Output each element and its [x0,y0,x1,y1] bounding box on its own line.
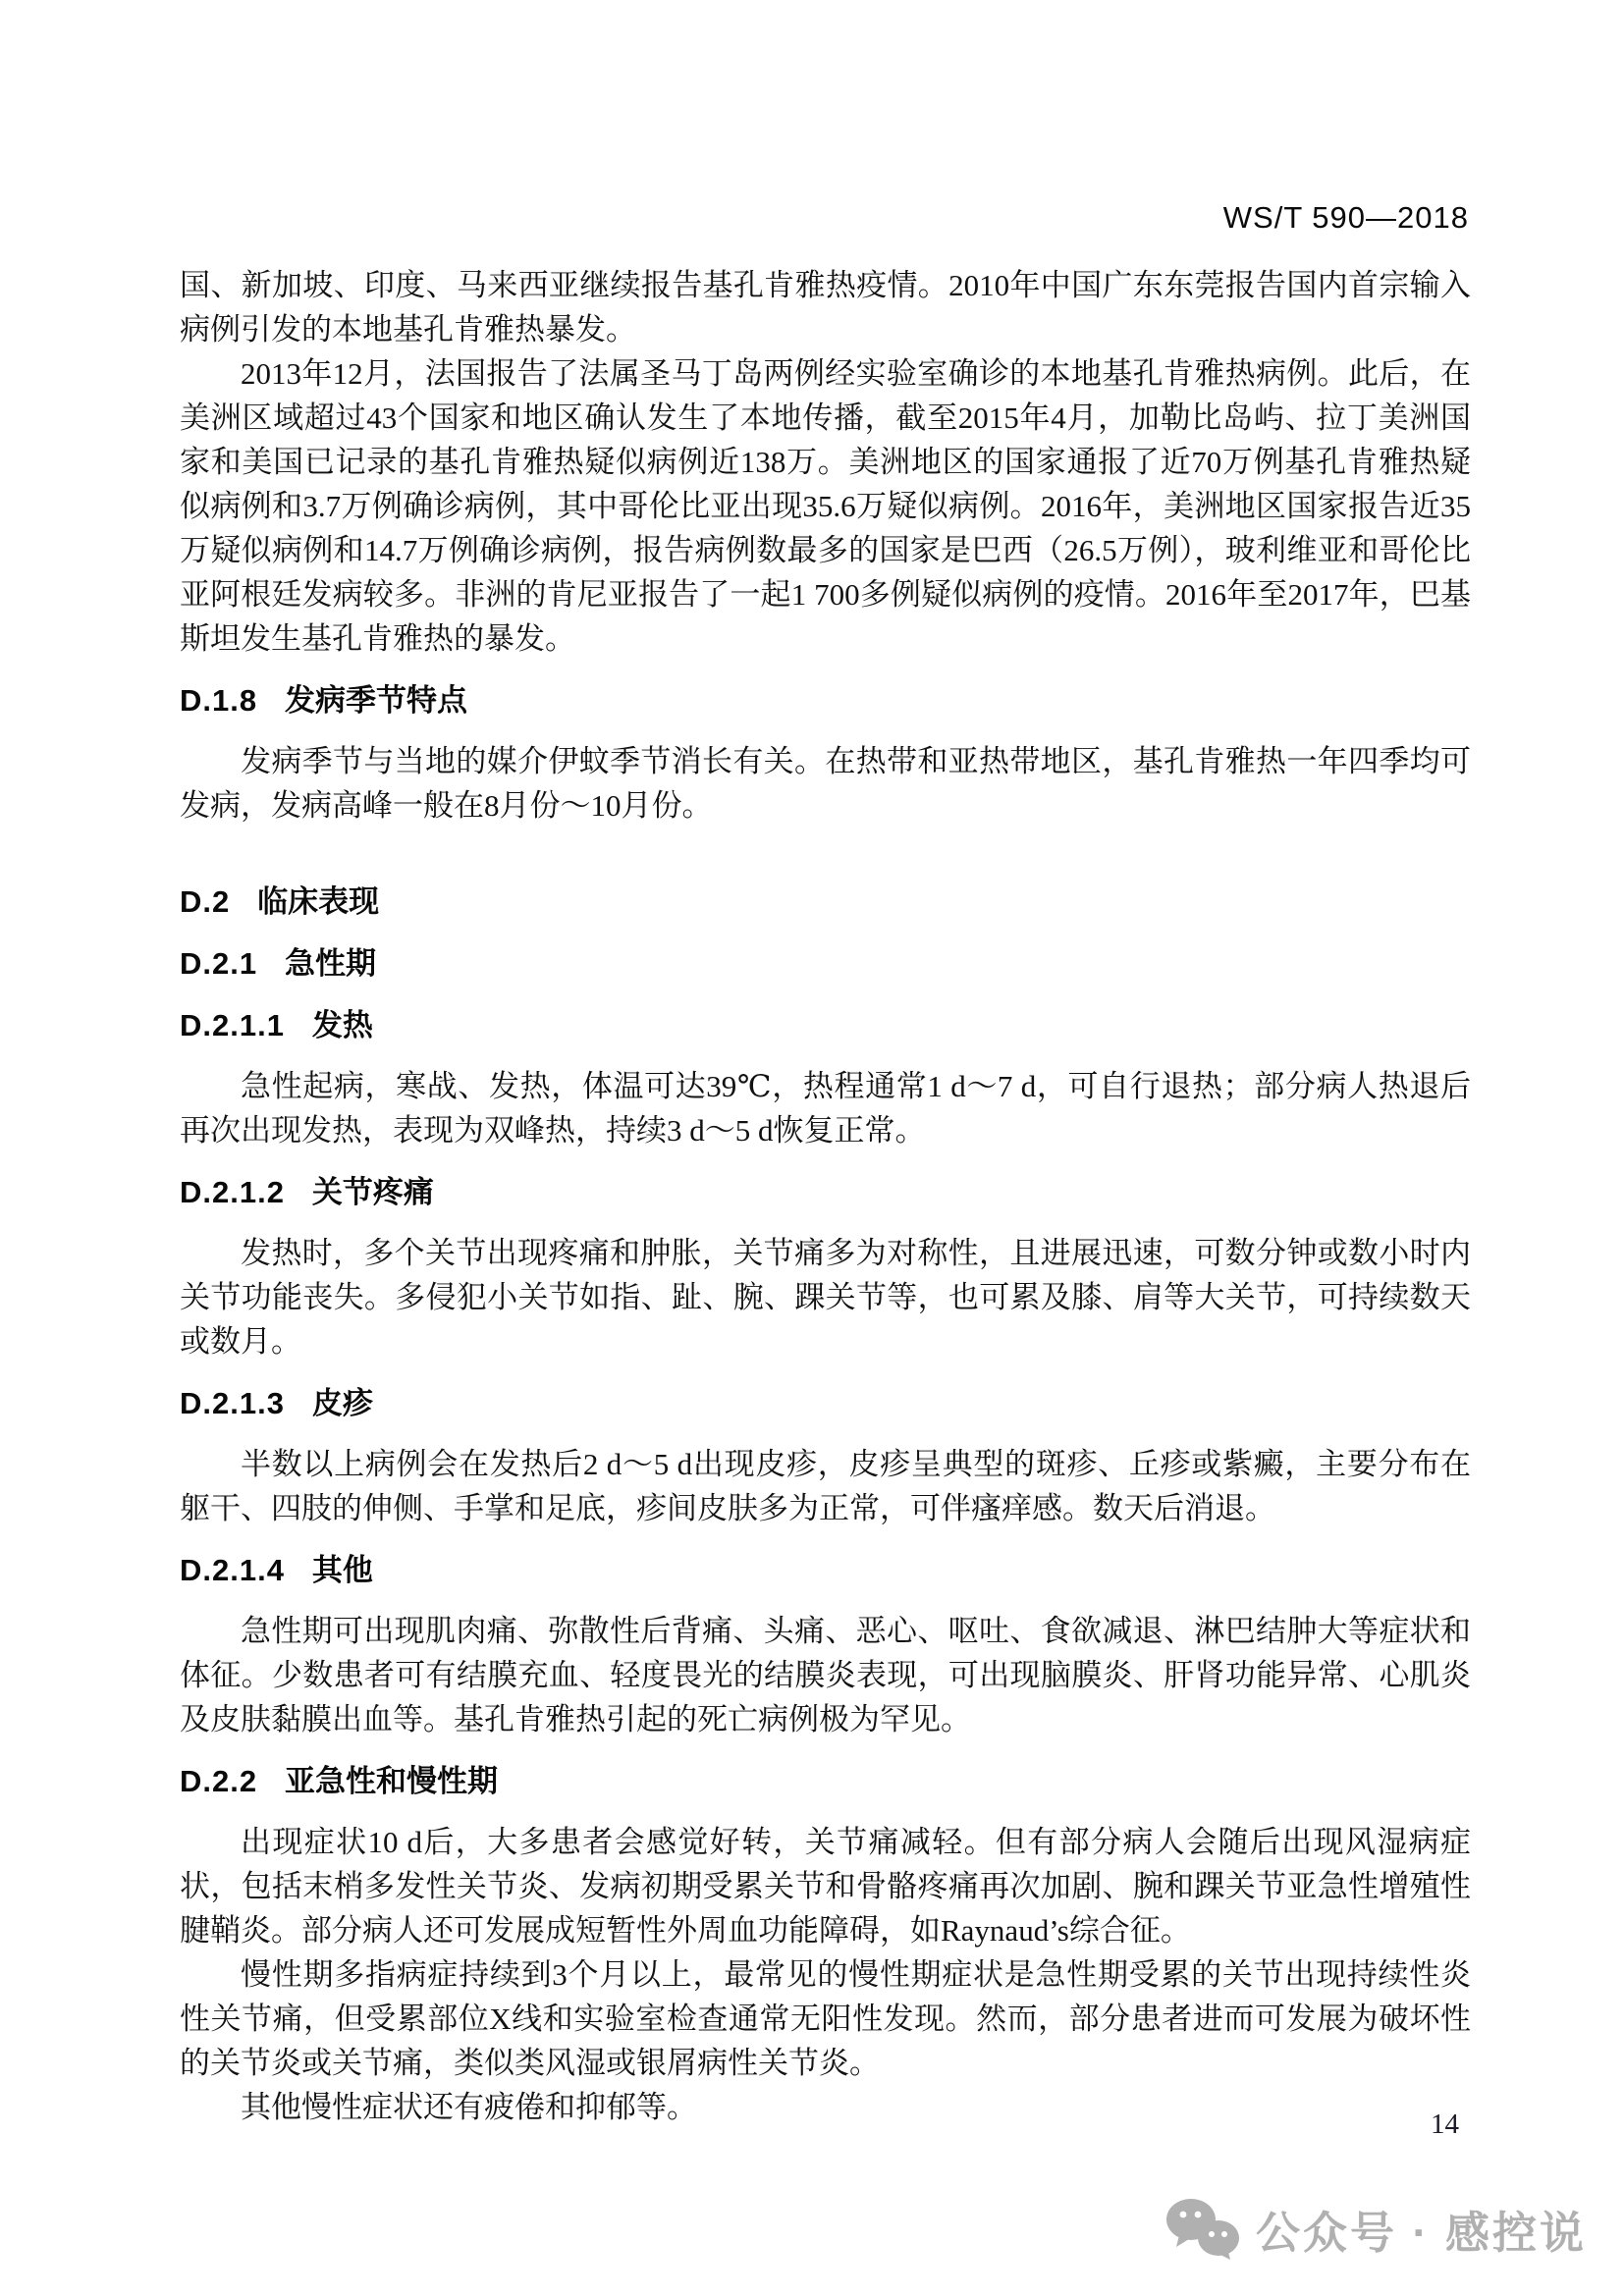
section-heading-d-2-1-3 [180,1381,1471,1425]
body-paragraph: 2013年12月，法国报告了法属圣马丁岛两例经实验室确诊的本地基孔肯雅热病例。此后，在美洲区域超过43个国家和地区确认发生了本地传播，截至2015年4月，加勒比岛屿、拉丁美洲国家和美国已记录的基孔肯雅热疑似病例近138万。美洲地区的国家通报了近70万例基孔肯雅热疑似病例和3.7万例确诊病例，其中哥伦比亚出现35.6万疑似病例。2016年，美洲地区国家报告近35万疑似病例和14.7万例确诊病例，报告病例数最多的国家是巴西（26.5万例），玻利维亚和哥伦比亚阿根廷发病较多。非洲的肯尼亚报告了一起1 700多例疑似病例的疫情。2016年至2017年，巴基斯坦发生基孔肯雅热的暴发。 [180,356,1471,656]
heading-number: D.2.1.1 [180,1008,285,1042]
page-number: 14 [1431,2109,1459,2140]
heading-number: D.2.1.3 [180,1386,285,1420]
body-paragraph: 慢性期多指病症持续到3个月以上，最常见的慢性期症状是急性期受累的关节出现持续性炎性关节痛，但受累部位X线和实验室检查通常无阳性发现。然而，部分患者进而可发展为破坏性的关节炎或关节痛，类似类风湿或银屑病性关节炎。 [180,1957,1471,2080]
watermark [1165,2197,1587,2261]
section-heading-d-1-8 [180,678,1471,722]
heading-number: D.1.8 [180,683,258,718]
body-paragraph: 国、新加坡、印度、马来西亚继续报告基孔肯雅热疫情。2010年中国广东东莞报告国内首宗输入病例引发的本地基孔肯雅热暴发。 [180,268,1471,347]
body-paragraph: 半数以上病例会在发热后2 d～5 d出现皮疹，皮疹呈典型的斑疹、丘疹或紫癜，主要分布在躯干、四肢的伸侧、手掌和足底，疹间皮肤多为正常，可伴瘙痒感。数天后消退。 [180,1447,1471,1525]
section-heading-d-2-1-2 [180,1170,1471,1214]
heading-title: 关节疼痛 [311,1175,434,1209]
body-paragraph: 急性期可出现肌肉痛、弥散性后背痛、头痛、恶心、呕吐、食欲减退、淋巴结肿大等症状和体征。少数患者可有结膜充血、轻度畏光的结膜炎表现，可出现脑膜炎、肝肾功能异常、心肌炎及皮肤黏膜出血等。基孔肯雅热引起的死亡病例极为罕见。 [180,1614,1471,1736]
heading-title: 发病季节特点 [285,683,467,718]
section-heading-d-2-1-1 [180,1003,1471,1047]
body-paragraph: 其他慢性症状还有疲倦和抑郁等。 [241,2090,697,2124]
section-heading-d-2-1 [180,941,1471,986]
body-paragraph: 发病季节与当地的媒介伊蚊季节消长有关。在热带和亚热带地区，基孔肯雅热一年四季均可发病，发病高峰一般在8月份～10月份。 [180,744,1471,823]
body-paragraph: 急性起病，寒战、发热，体温可达39℃，热程通常1 d～7 d，可自行退热；部分病人热退后再次出现发热，表现为双峰热，持续3 d～5 d恢复正常。 [180,1069,1471,1148]
heading-number: D.2.1.2 [180,1175,285,1209]
heading-title: 亚急性和慢性期 [285,1764,498,1798]
heading-title: 皮疹 [311,1386,373,1420]
heading-number: D.2.2 [180,1764,258,1798]
watermark-text: 公众号 · 感控说 [1256,2208,1587,2258]
heading-title: 临床表现 [257,884,380,919]
document-body [180,263,1471,2129]
body-paragraph: 出现症状10 d后，大多患者会感觉好转，关节痛减轻。但有部分病人会随后出现风湿病症状，包括末梢多发性关节炎、发病初期受累关节和骨骼疼痛再次加剧、腕和踝关节亚急性增殖性腱鞘炎。部分病人还可发展成短暂性外周血功能障碍，如Raynaud’s综合征。 [180,1825,1471,1948]
heading-title: 发热 [311,1008,373,1042]
heading-title: 其他 [311,1553,373,1587]
section-heading-d-2 [180,880,1471,924]
heading-title: 急性期 [285,946,376,981]
section-heading-d-2-2 [180,1759,1471,1803]
heading-number: D.2.1.4 [180,1553,285,1587]
body-paragraph: 发热时，多个关节出现疼痛和肿胀，关节痛多为对称性，且进展迅速，可数分钟或数小时内关节功能丧失。多侵犯小关节如指、趾、腕、踝关节等，也可累及膝、肩等大关节，可持续数天或数月。 [180,1236,1471,1359]
section-heading-d-2-1-4 [180,1548,1471,1592]
standard-code-header: WS/T 590—2018 [1222,200,1469,235]
wechat-icon [1165,2198,1242,2261]
heading-number: D.2 [180,884,231,919]
heading-number: D.2.1 [180,946,258,981]
